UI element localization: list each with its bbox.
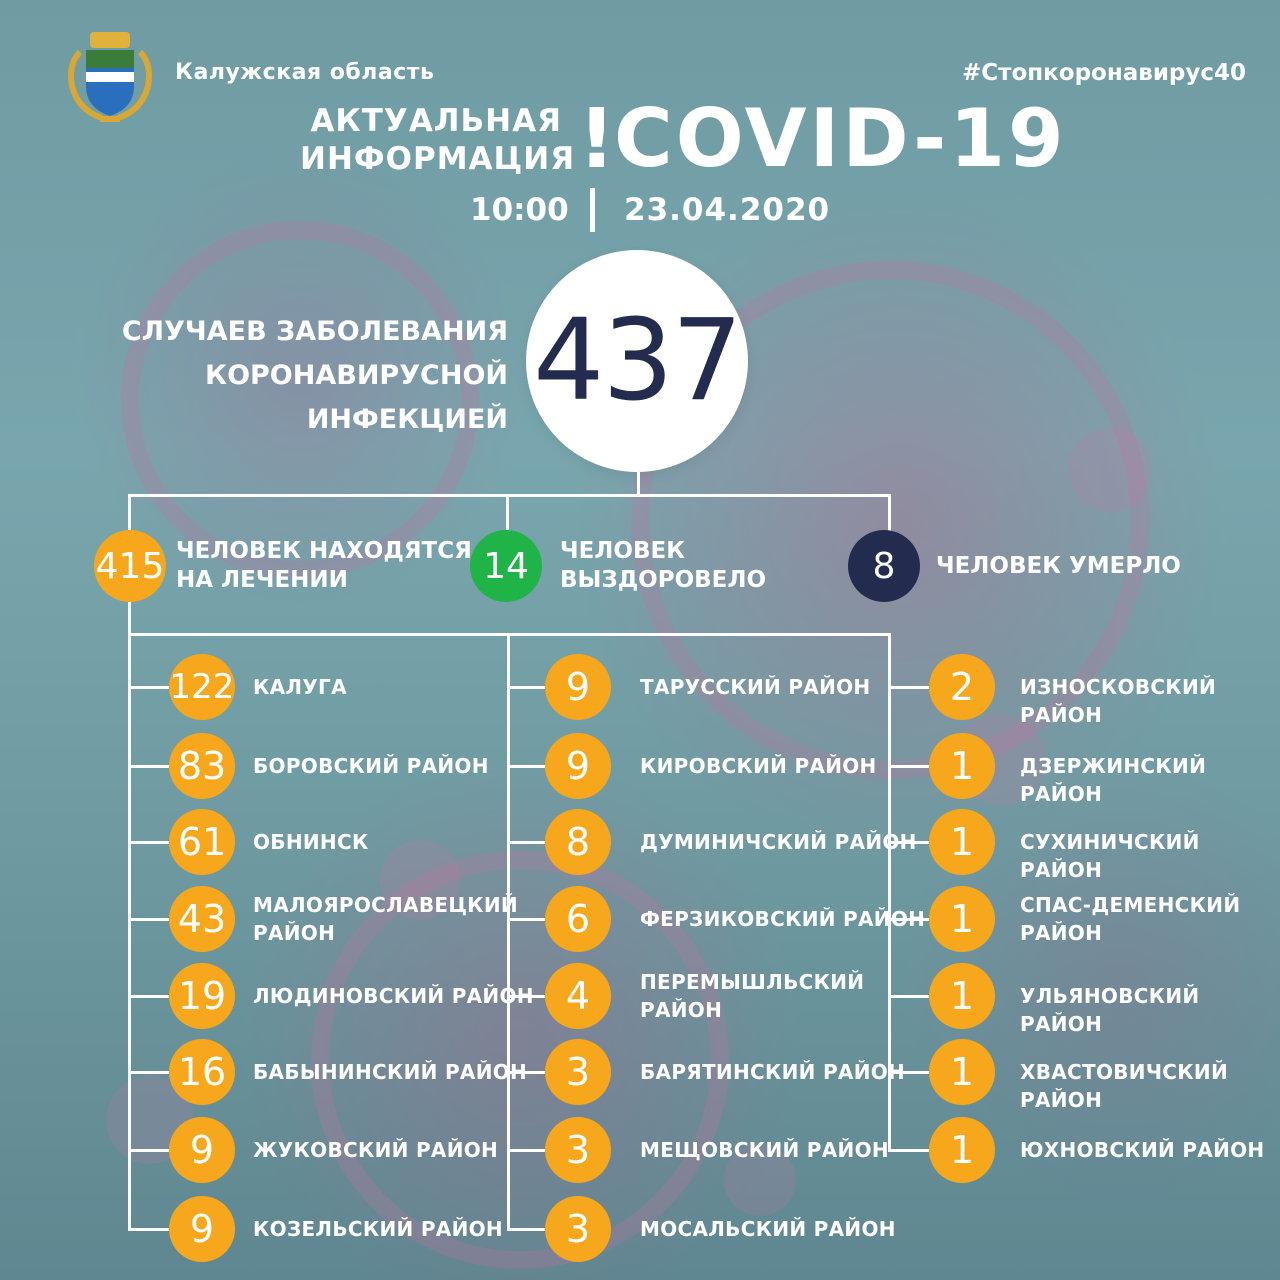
coat-of-arms-emblem xyxy=(62,24,158,124)
time-date-divider xyxy=(590,188,595,232)
district-name-line-1: ФЕРЗИКОВСКИЙ РАЙОН xyxy=(640,907,926,931)
district-name-line-1: СПАС-ДЕМЕНСКИЙ xyxy=(1020,893,1241,917)
district-connector-3-2 xyxy=(888,765,929,768)
district-name-line-1: КИРОВСКИЙ РАЙОН xyxy=(640,754,877,778)
district-count: 1 xyxy=(929,1117,995,1183)
district-name-line-1: ОБНИНСК xyxy=(253,830,369,854)
district-name xyxy=(253,1136,498,1164)
district-name-line-1: БАБЫНИНСКИЙ РАЙОН xyxy=(253,1060,528,1084)
district-name-line-1: КАЛУГА xyxy=(253,675,347,699)
district-name-line-1: СУХИНИЧСКИЙ РАЙОН xyxy=(1020,830,1200,882)
district-connector-2-8 xyxy=(507,1228,545,1231)
district-count: 1 xyxy=(929,733,995,799)
treatment-to-districts-line xyxy=(128,600,131,634)
total-cases-label-line-1: СЛУЧАЕВ ЗАБОЛЕВАНИЯ xyxy=(121,316,508,347)
district-name xyxy=(253,1058,527,1086)
stat-value-3: 8 xyxy=(848,530,920,602)
district-count: 9 xyxy=(169,1196,235,1262)
stat-label-3 xyxy=(936,552,1181,581)
district-connector-2-1 xyxy=(507,686,545,689)
title-line-1: АКТУАЛЬНАЯ xyxy=(310,103,562,139)
stat-label-line-1: ЧЕЛОВЕК НАХОДЯТСЯ xyxy=(176,538,472,564)
stat-label-line-1: ЧЕЛОВЕК xyxy=(560,538,685,564)
district-connector-1-7 xyxy=(128,1149,169,1152)
district-name-line-2: РАЙОН xyxy=(1020,921,1103,945)
district-count: 8 xyxy=(545,809,611,875)
district-name-line-1: ИЗНОСКОВСКИЙ РАЙОН xyxy=(1020,675,1217,727)
total-cases-label xyxy=(40,310,508,442)
district-connector-1-8 xyxy=(128,1228,169,1231)
exclamation-mark: ! xyxy=(578,92,619,187)
covid-title: COVID-19 xyxy=(614,92,1067,185)
title-line-2: ИНФОРМАЦИЯ xyxy=(300,141,576,177)
stat-label-line-2: ВЫЗДОРОВЕЛО xyxy=(560,567,767,593)
district-count: 3 xyxy=(545,1196,611,1262)
district-count: 2 xyxy=(929,654,995,720)
district-connector-3-1 xyxy=(888,686,929,689)
district-count: 9 xyxy=(545,654,611,720)
title-block xyxy=(300,102,576,178)
district-name xyxy=(1020,828,1280,884)
district-name xyxy=(640,1215,896,1243)
district-count: 9 xyxy=(169,1117,235,1183)
district-count: 1 xyxy=(929,963,995,1029)
district-name xyxy=(253,673,347,701)
district-connector-2-2 xyxy=(507,765,545,768)
district-name xyxy=(253,982,534,1010)
district-name-line-1: ПЕРЕМЫШЛЬСКИЙ xyxy=(640,970,865,994)
district-name xyxy=(640,1136,889,1164)
stat-label-line-1: ЧЕЛОВЕК УМЕРЛО xyxy=(936,553,1181,579)
total-cases-label-line-2: КОРОНАВИРУСНОЙ ИНФЕКЦИЕЙ xyxy=(205,360,508,435)
district-count: 6 xyxy=(545,886,611,952)
district-name-line-1: БАРЯТИНСКИЙ РАЙОН xyxy=(640,1060,906,1084)
district-name xyxy=(1020,982,1280,1038)
district-name-line-1: ДУМИНИЧСКИЙ РАЙОН xyxy=(640,830,917,854)
top-bracket-horizontal-line xyxy=(128,494,891,497)
district-count: 43 xyxy=(169,886,235,952)
district-name-line-1: МЕЩОВСКИЙ РАЙОН xyxy=(640,1138,889,1162)
district-count: 4 xyxy=(545,963,611,1029)
district-connector-3-5 xyxy=(888,995,929,998)
district-name xyxy=(1020,1136,1264,1164)
district-count: 61 xyxy=(169,809,235,875)
district-name xyxy=(640,968,864,1024)
stat-label-line-2: НА ЛЕЧЕНИИ xyxy=(176,567,348,593)
district-connector-1-4 xyxy=(128,918,169,921)
district-name xyxy=(640,828,917,856)
district-name xyxy=(1020,673,1280,729)
district-count: 19 xyxy=(169,963,235,1029)
district-name-line-1: ТАРУССКИЙ РАЙОН xyxy=(640,675,871,699)
district-count: 3 xyxy=(545,1117,611,1183)
district-count: 9 xyxy=(545,733,611,799)
district-connector-1-5 xyxy=(128,995,169,998)
district-count: 16 xyxy=(169,1039,235,1105)
district-name-line-1: БОРОВСКИЙ РАЙОН xyxy=(253,754,489,778)
district-name-line-1: МАЛОЯРОСЛАВЕЦКИЙ xyxy=(253,893,518,917)
district-name xyxy=(1020,752,1280,808)
district-connector-1-6 xyxy=(128,1071,169,1074)
district-name xyxy=(640,752,877,780)
district-name-line-1: ДЗЕРЖИНСКИЙ РАЙОН xyxy=(1020,754,1207,806)
district-name-line-1: ЮХНОВСКИЙ РАЙОН xyxy=(1020,1138,1265,1162)
district-name-line-1: ХВАСТОВИЧСКИЙ РАЙОН xyxy=(1020,1060,1229,1112)
district-count: 1 xyxy=(929,886,995,952)
district-count: 1 xyxy=(929,809,995,875)
total-cases-value: 437 xyxy=(526,250,748,472)
district-count: 83 xyxy=(169,733,235,799)
district-name xyxy=(640,673,870,701)
district-connector-1-2 xyxy=(128,765,169,768)
district-name xyxy=(640,1058,905,1086)
district-name xyxy=(253,752,489,780)
total-to-bracket-line xyxy=(637,472,640,496)
region-name: Калужская область xyxy=(175,60,435,85)
district-name-line-1: УЛЬЯНОВСКИЙ РАЙОН xyxy=(1020,984,1200,1036)
stat-value-1: 415 xyxy=(94,530,166,602)
stat-label-1 xyxy=(176,537,472,595)
district-connector-1-3 xyxy=(128,841,169,844)
district-name xyxy=(1020,891,1240,947)
district-name xyxy=(1020,1058,1280,1114)
district-name xyxy=(253,1215,503,1243)
district-connector-3-7 xyxy=(888,1149,929,1152)
district-column-1-vertical-line xyxy=(128,633,131,1230)
district-name-line-1: КОЗЕЛЬСКИЙ РАЙОН xyxy=(253,1217,503,1241)
district-count: 122 xyxy=(169,654,235,720)
district-count: 3 xyxy=(545,1039,611,1105)
district-name-line-1: ЛЮДИНОВСКИЙ РАЙОН xyxy=(253,984,534,1008)
district-name-line-1: МОСАЛЬСКИЙ РАЙОН xyxy=(640,1217,896,1241)
district-name-line-2: РАЙОН xyxy=(640,998,723,1022)
district-name-line-2: РАЙОН xyxy=(253,921,336,945)
district-name-line-1: ЖУКОВСКИЙ РАЙОН xyxy=(253,1138,499,1162)
district-name xyxy=(253,828,369,856)
district-connector-2-3 xyxy=(507,841,545,844)
district-name xyxy=(640,905,925,933)
stat-label-2 xyxy=(560,537,766,595)
stat-value-2: 14 xyxy=(470,530,542,602)
hashtag: #Стопкоронавирус40 xyxy=(962,60,1247,86)
district-connector-1-1 xyxy=(128,686,169,689)
district-connector-2-7 xyxy=(507,1149,545,1152)
report-date: 23.04.2020 xyxy=(624,192,831,228)
district-name xyxy=(253,891,518,947)
report-time: 10:00 xyxy=(470,192,569,228)
district-count: 1 xyxy=(929,1039,995,1105)
